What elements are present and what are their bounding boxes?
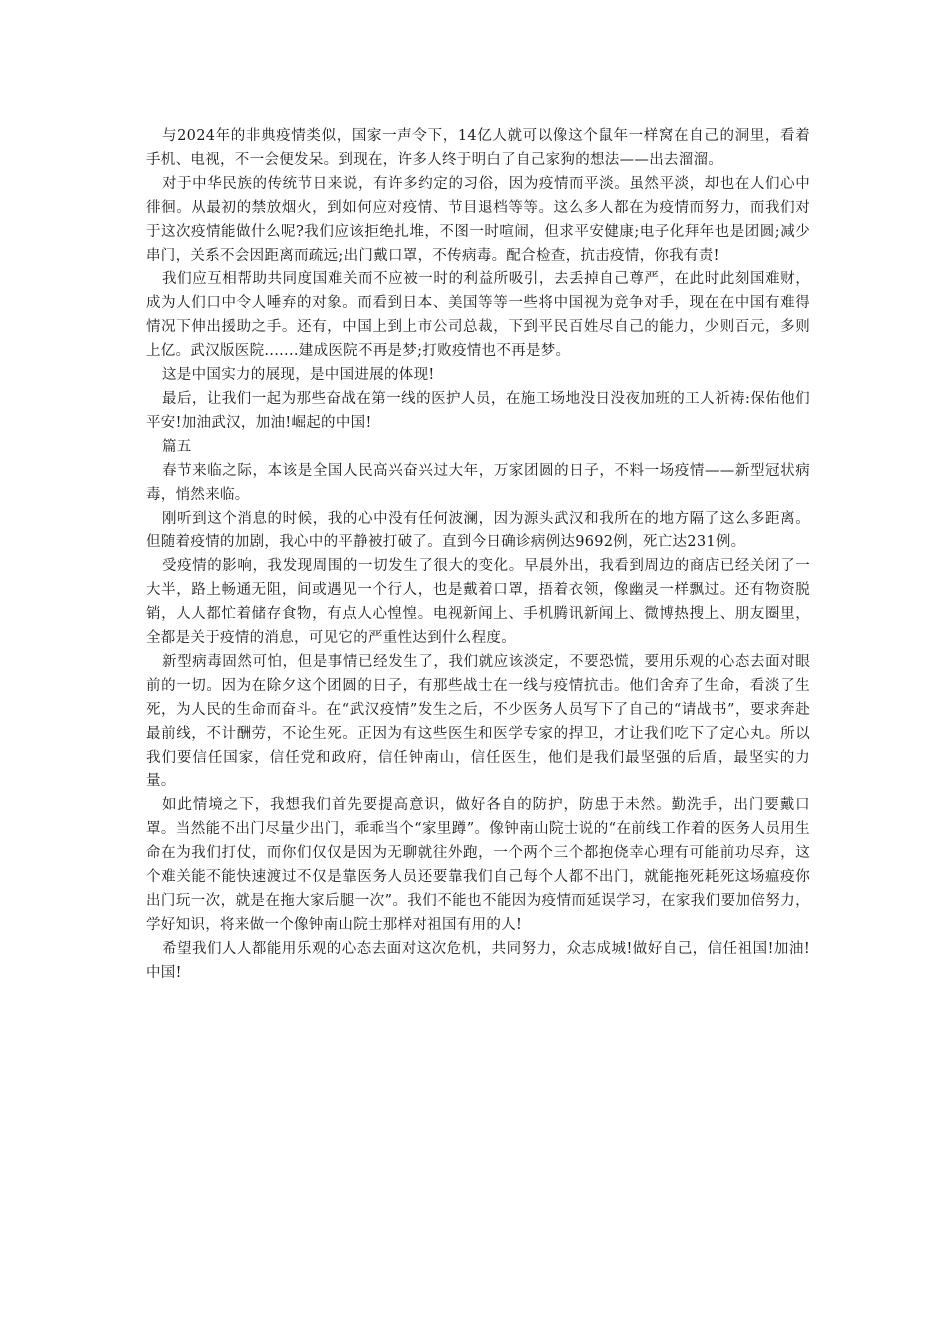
document-body (146, 125, 810, 986)
paragraph-10: 如此情境之下，我想我们首先要提高意识，做好各自的防护，防患于未然。勤洗手，出门要戴口罩。当然能不出门尽量少出门，乖乖当个“家里蹲”。像钟南山院士说的“在前线工作着的医务人员用生命在为我们打仗，而你们仅仅是因为无聊就往外跑，一个两个三个都抱侥幸心理有可能前功尽弃，这个难关能不能快速渡过不仅是靠医务人员还要靠我们自己每个人都不出门，就能拖死耗死这场瘟疫你出门玩一次，就是在拖大家后腿一次”。我们不能也不能因为疫情而延误学习，在家我们要加倍努力，学好知识，将来做一个像钟南山院士那样对祖国有用的人! (146, 797, 810, 933)
paragraph-7: 刚听到这个消息的时候，我的心中没有任何波澜，因为源头武汉和我所在的地方隔了这么多距离。但随着疫情的加剧，我心中的平静被打破了。直到今日确诊病例达9692例，死亡达231例。 (146, 510, 810, 551)
paragraph-1: 与2024年的非典疫情类似，国家一声令下，14亿人就可以像这个鼠年一样窝在自己的洞里，看着手机、电视，不一会便发呆。到现在，许多人终于明白了自己家狗的想法——出去溜溜。 (146, 128, 810, 168)
paragraph-8: 受疫情的影响，我发现周围的一切发生了很大的变化。早晨外出，我看到周边的商店已经关闭了一大半，路上畅通无阻，间或遇见一个行人，也是戴着口罩，捂着衣领，像幽灵一样飘过。还有物资脱销，人人都忙着储存食物，有点人心惶惶。电视新闻上、手机腾讯新闻上、微博热搜上、朋友圈里，全都是关于疫情的消息，可见它的严重性达到什么程度。 (146, 558, 810, 647)
paragraph-9: 新型病毒固然可怕，但是事情已经发生了，我们就应该淡定，不要恐慌，要用乐观的心态去面对眼前的一切。因为在除夕这个团圆的日子，有那些战士在一线与疫情抗击。他们舍弃了生命，看淡了生死，为人民的生命而奋斗。在“武汉疫情”发生之后，不少医务人员写下了自己的“请战书”，要求奔赴最前线，不计酬劳，不论生死。正因为有这些医生和医学专家的捍卫，才让我们吃下了定心丸。所以我们要信任国家，信任党和政府，信任钟南山，信任医生，他们是我们最坚强的后盾，最坚实的力量。 (146, 653, 810, 790)
section-heading: 篇五 (162, 438, 192, 455)
paragraph-5: 最后，让我们一起为那些奋战在第一线的医护人员，在施工场地没日没夜加班的工人祈祷:保佑他们平安!加油武汉，加油!崛起的中国! (146, 390, 810, 431)
paragraph-11: 希望我们人人都能用乐观的心态去面对这次危机，共同努力，众志成城!做好自己，信任祖国!加油!中国! (146, 940, 810, 981)
paragraph-4: 这是中国实力的展现，是中国进展的体现! (162, 367, 435, 384)
paragraph-3: 我们应互相帮助共同度国难关而不应被一时的利益所吸引，去丢掉自己尊严，在此时此刻国难财，成为人们口中令人唾弃的对象。而看到日本、美国等等一些将中国视为竞争对手，现在在中国有难得情况下伸出援助之手。还有，中国上到上市公司总裁，下到平民百姓尽自己的能力，少则百元，多则上亿。武汉版医院.......建成医院不再是梦;打败疫情也不再是梦。 (146, 271, 810, 360)
paragraph-6: 春节来临之际，本该是全国人民高兴奋兴过大年，万家团圆的日子，不料一场疫情——新型冠状病毒，悄然来临。 (146, 462, 810, 503)
paragraph-2: 对于中华民族的传统节日来说，有许多约定的习俗，因为疫情而平淡。虽然平淡，却也在人们心中徘徊。从最初的禁放烟火，到如何应对疫情、节目退档等等。这么多人都在为疫情而努力，而我们对于这次疫情能做什么呢?我们应该拒绝扎堆，不图一时喧闹，但求平安健康;电子化拜年也是团圆;减少串门，关系不会因距离而疏远;出门戴口罩，不传病毒。配合检查，抗击疫情，你我有责! (146, 175, 810, 264)
